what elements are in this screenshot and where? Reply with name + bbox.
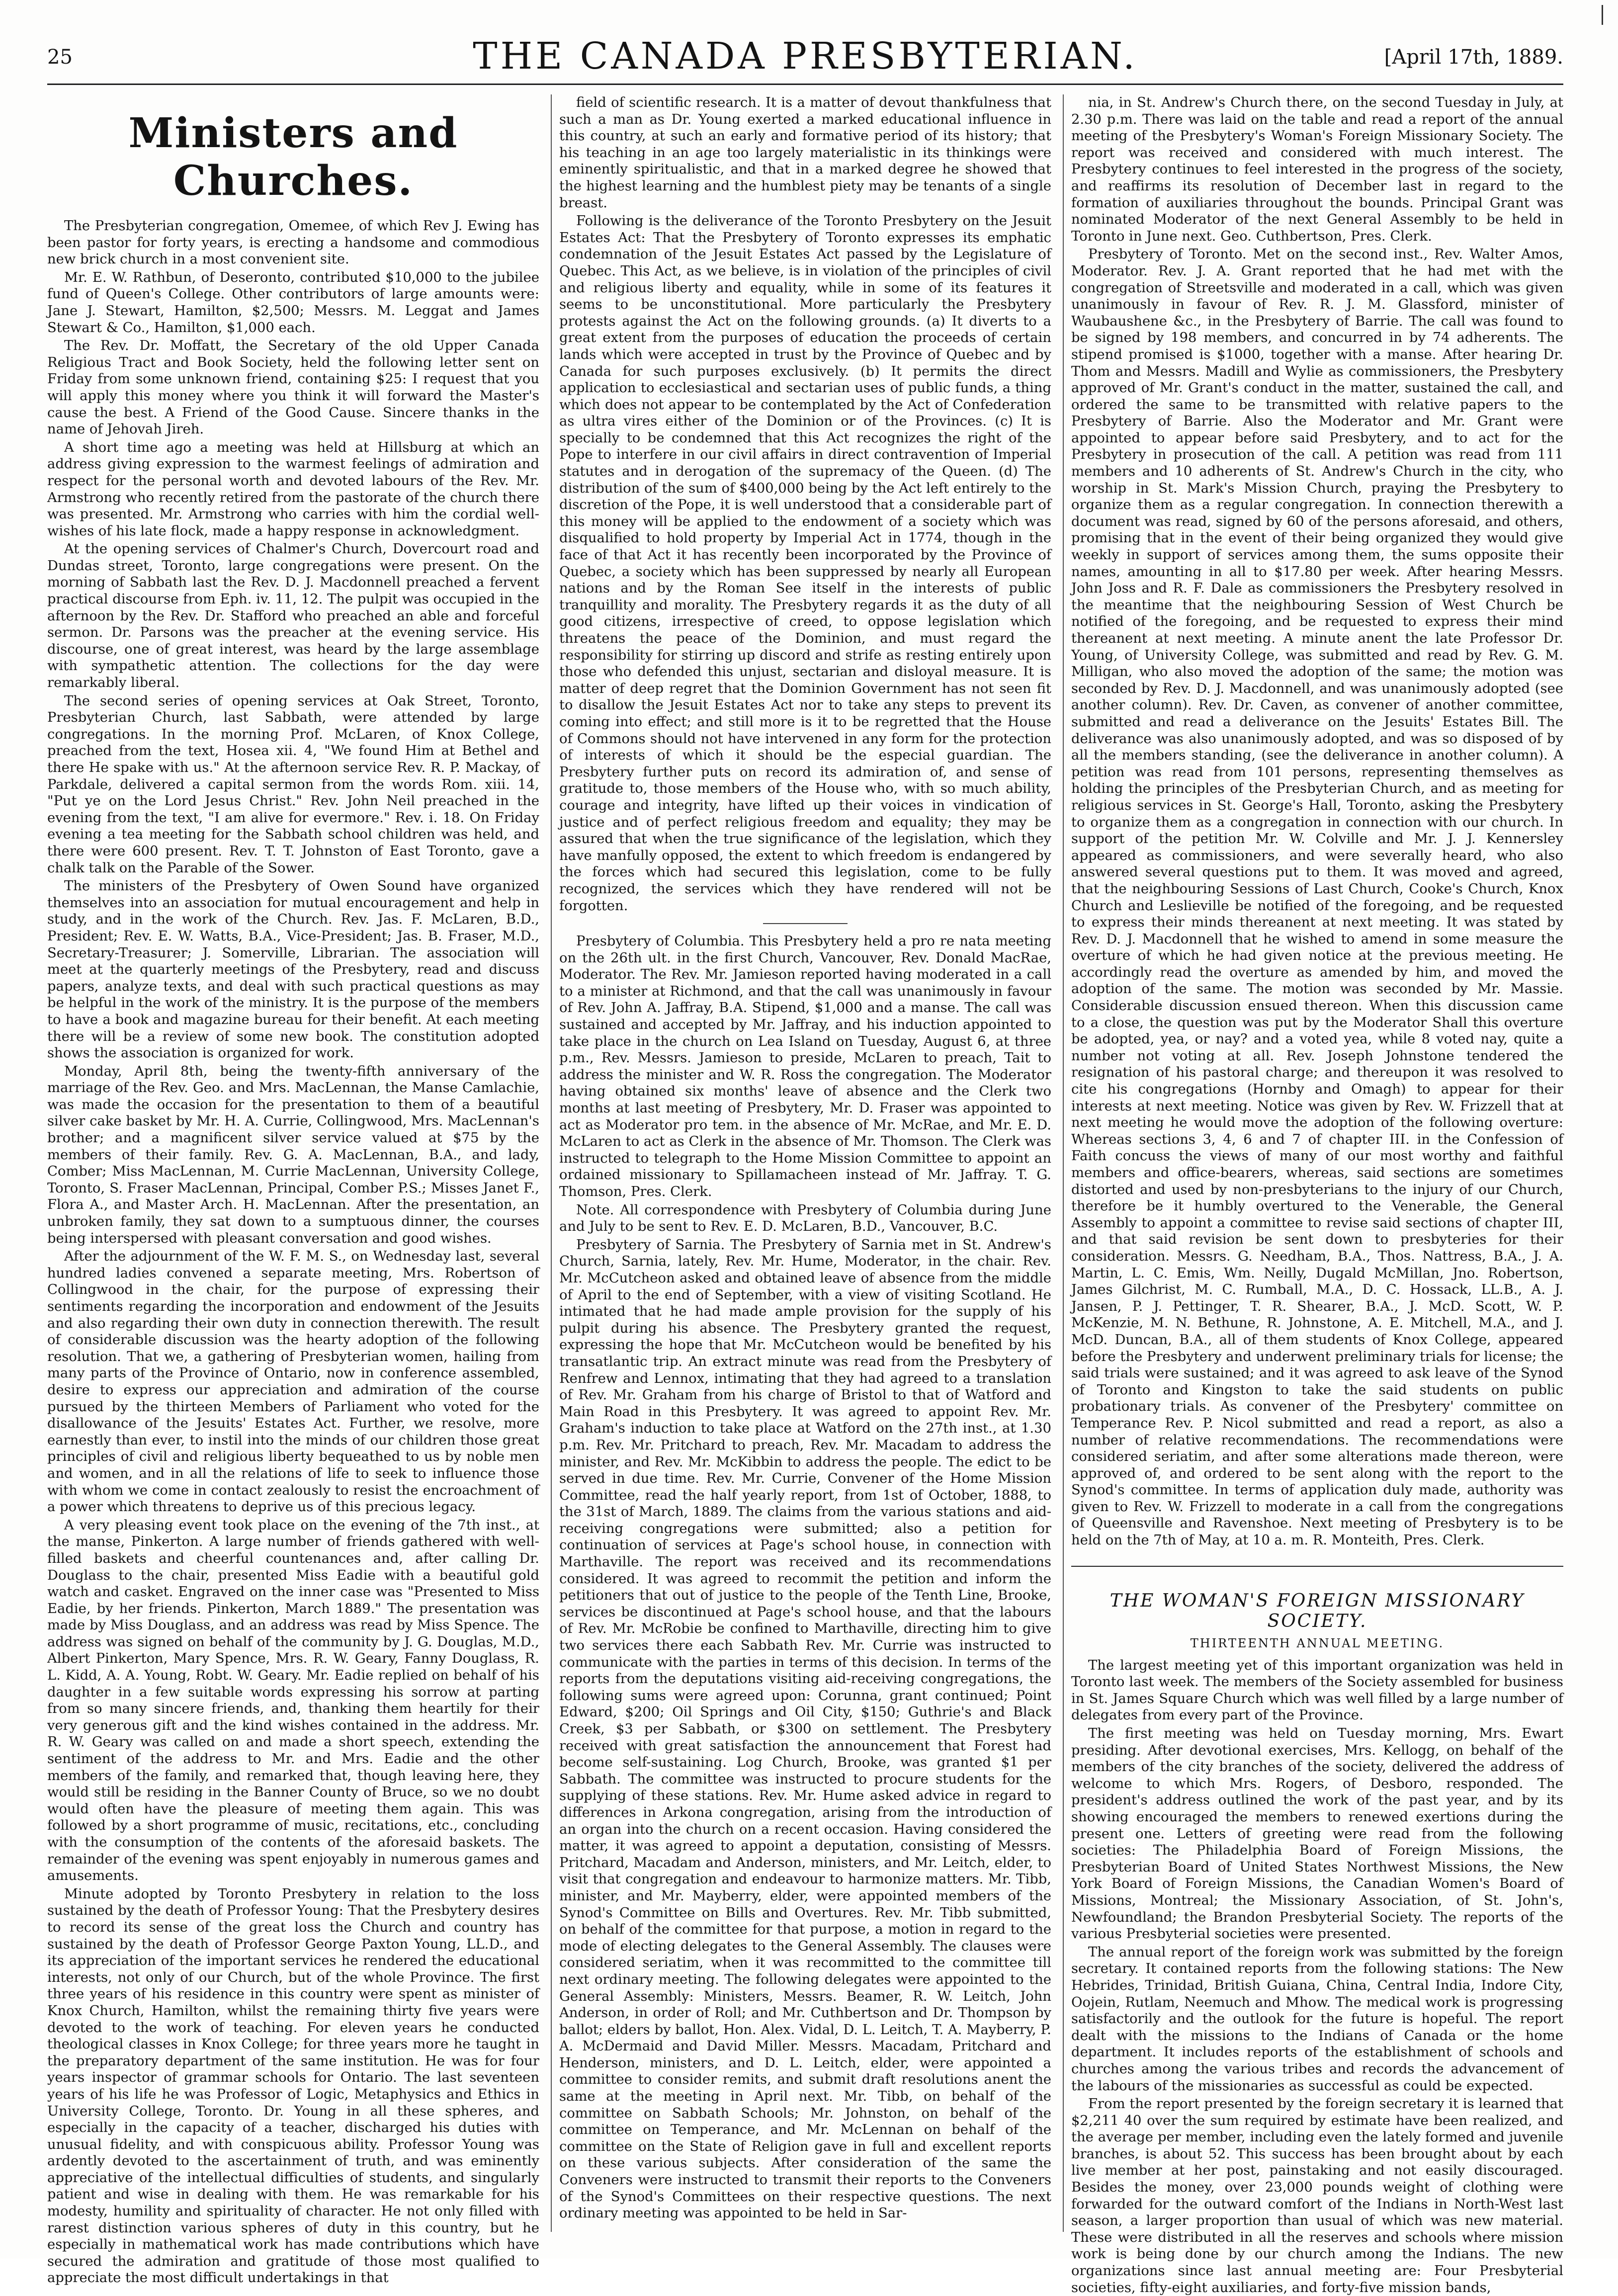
wfms-heading: THE WOMAN'S FOREIGN MISSIONARY SOCIETY. bbox=[1109, 1590, 1525, 1631]
column-rule-2 bbox=[1063, 94, 1064, 2232]
page-number: 25 bbox=[47, 46, 73, 69]
article-paragraph: Note. All correspondence with Presbytery of Columbia during June and July to be sent to Rev. E. D. McLaren, B.D., Vancouver, B.C. bbox=[559, 1202, 1051, 1235]
article-paragraph: The second series of opening services at Oak Street, Toronto, Presbyterian Church, last Sabbath, were attended by large congregations. In the morning Prof. McLaren, of Knox College, preached from the text, Hosea xii. 4, "We found Him at Bethel and there He spake with us." At the afternoon service Rev. R. P. Mackay, of Parkdale, delivered a capital sermon from the words Rom. xiii. 14, "Put ye on the Lord Jesus Christ." Rev. John Neil preached in the evening from the text, "I am alive for evermore." Rev. i. 18. On Friday evening a tea meeting for the Sabbath school children was held, and there were 600 present. Rev. T. T. Johnston of East Toronto, gave a chalk talk on the Parable of the Sower. bbox=[47, 693, 539, 876]
article-paragraph: The ministers of the Presbytery of Owen Sound have organized themselves into an association for mutual encouragement and help in study, and in the work of the Church. Rev. Jas. F. McLaren, B.D., President; Rev. E. W. Watts, B.A., Vice-President; Jas. B. Fraser, M.D., Secretary-Treasurer; J. Somerville, Librarian. The association will meet at the quarterly meetings of the Presbytery, read and discuss papers, analyze texts, and deal with such practical questions as may be helpful in the work of the ministry. It is the purpose of the members to have a book and magazine bureau for their benefit. At each meeting there will be a review of some new book. The constitution adopted shows the association is organized for work. bbox=[47, 878, 539, 1061]
article-paragraph: The Presbyterian congregation, Omemee, of which Rev J. Ewing has been pastor for forty years, is erecting a handsome and commodious new brick church in a most convenient site. bbox=[47, 218, 539, 267]
article-paragraph: Following is the deliverance of the Toronto Presbytery on the Jesuit Estates Act: That the Presbytery of Toronto expresses its emphatic condemnation of the Jesuit Estates Act passed by the Legislature of Quebec. This Act, as we believe, is in violation of the principles of civil and religious liberty and equality, while in some of its features it seems to be unconstitutional. More particularly the Presbytery protests against the Act on the following grounds. (a) It diverts to a great extent from the purposes of education the proceeds of certain lands which were accepted in trust by the Province of Quebec and by Canada for such purposes exclusively. (b) It permits the direct application to ecclesiastical and sectarian uses of public funds, a thing which does not appear to be contemplated by the Act of Confederation as ultra vires either of the Dominion or of the Provinces. (c) It is specially to be condemned that this Act recognizes the right of the Pope to interfere in our civil affairs in direct contravention of Imperial statutes and in derogation of the supremacy of the Queen. (d) The distribution of the sum of $400,000 being by the Act left entirely to the discretion of the Pope, it is well understood that a considerable part of this money will be applied to the endowment of a society which was disqualified to hold property by Imperial Act in 1774, though in the face of that Act it has recently been incorporated by the Province of Quebec, a society which has been suppressed by nearly all European nations and by the Roman See itself in the interests of public tranquillity and morality. The Presbytery regards it as the duty of all good citizens, irrespective of creed, to oppose legislation which threatens the peace of the Dominion, and must regard the responsibility for stirring up discord and strife as resting entirely upon those who defended this unjust, sectarian and disloyal measure. It is matter of deep regret that the Dominion Government has not seen fit to disallow the Jesuit Estates Act nor to take any steps to prevent its coming into effect; and still more is it to be regretted that the House of Commons should not have intervened in any form for the protection of interests of which it should be the especial guardian. The Presbytery further puts on record its admiration of, and sense of gratitude to, those members of the House who, with so much ability, courage and integrity, have lifted up their voices in vindication of justice and of perfect religious freedom and equality; they may be assured that when the true significance of the legislation, which they have manfully opposed, the extent to which freedom is endangered by the forces which had secured this legislation, come to be fully recognized, the services which they have rendered will not be forgotten. bbox=[559, 213, 1051, 914]
article-paragraph: Presbytery of Sarnia. The Presbytery of Sarnia met in St. Andrew's Church, Sarnia, lately, Rev. Mr. Hume, Moderator, in the chair. Rev. Mr. McCutcheon asked and obtained leave of absence from the middle of April to the end of September, with a view of visiting Scotland. He intimated that he had made ample provision for the supply of his pulpit during his absence. The Presbytery granted the request, expressing the hope that Mr. McCutcheon would be benefited by his transatlantic trip. An extract minute was read from the Presbytery of Renfrew and Lennox, intimating that they had agreed to a translation of Rev. Mr. Graham from his charge of Bristol to that of Watford and Main Road in this Presbytery. It was agreed to appoint Rev. Mr. Graham's induction to take place at Watford on the 27th inst., at 1.30 p.m. Rev. Mr. Pritchard to preach, Rev. Mr. Macadam to address the minister, and Rev. Mr. McKibbin to address the people. The edict to be served in due time. Rev. Mr. Currie, Convener of the Home Mission Committee, read the half yearly report, from 1st of October, 1888, to the 31st of March, 1889. The claims from the various stations and aid-receiving congregations were submitted; also a petition for continuation of services at Page's school house, in connection with Marthaville. The report was received and its recommendations considered. It was agreed to recommit the petition and inform the petitioners that out of justice to the people of the Tenth Line, Brooke, services be discontinued at Page's school house, and that the labours of Rev. Mr. McRobie be confined to Marthaville, directing him to give two services there each Sabbath Rev. Mr. Currie was instructed to communicate with the parties in terms of this decision. In terms of the reports from the deputations visiting aid-receiving congregations, the following sums were agreed upon: Corunna, grant continued; Point Edward, $200; Oil Springs and Oil City, $150; Guthrie's and Black Creek, $3 per Sabbath, or $300 on settlement. The Presbytery received with great satisfaction the announcement that Forest had become self-sustaining. Log Church, Brooke, was granted $1 per Sabbath. The committee was instructed to procure students for the supplying of these stations. Rev. Mr. Hume asked advice in regard to differences in Arkona congregation, arising from the introduction of an organ into the church on a recent occasion. Having considered the matter, it was agreed to appoint a deputation, consisting of Messrs. Pritchard, Macadam and Anderson, ministers, and Mr. Leitch, elder, to visit that congregation and endeavour to harmonize matters. Mr. Tibb, minister, and Mr. Mayberry, elder, were appointed members of the Synod's Committee on Bills and Overtures. Rev. Mr. Tibb submitted, on behalf of the committee for that purpose, a motion in regard to the mode of electing delegates to the General Assembly. The clauses were considered seriatim, when it was recommitted to the committee till next ordinary meeting. The following delegates were appointed to the General Assembly: Ministers, Messrs. Beamer, R. W. Leitch, John Anderson, in order of Roll; and Mr. Cuthbertson and Dr. Thompson by ballot; elders by ballot, Hon. Alex. Vidal, D. L. Leitch, T. A. Mayberry, P. A. McDermaid and David Miller. Messrs. Macadam, Pritchard and Henderson, ministers, and D. L. Leitch, elder, were appointed a committee to consider remits, and submit draft resolutions anent the same at the meeting in April next. Mr. Tibb, on behalf of the committee on Sabbath Schools; Mr. Johnston, on behalf of the committee on Temperance, and Mr. McLennan on behalf of the committee on the State of Religion gave in full and excellent reports on these various subjects. After consideration of the same the Conveners were instructed to transmit their reports to the Conveners of the Synod's Committees on their respective questions. The next ordinary meeting was appointed to be held in Sar- bbox=[559, 1237, 1051, 2221]
article-paragraph: nia, in St. Andrew's Church there, on the second Tuesday in July, at 2.30 p.m. There was laid on the table and read a report of the annual meeting of the Presbytery's Woman's Foreign Missionary Society. The report was received and considered with much interest. The Presbytery continues to feel interested in the progress of the society, and reaffirms its resolution of December last in regard to the formation of auxiliaries throughout the bounds. Principal Grant was nominated Moderator of the next General Assembly to be held in Toronto in June next. Geo. Cuthbertson, Pres. Clerk. bbox=[1071, 95, 1563, 244]
article-paragraph: Monday, April 8th, being the twenty-fifth anniversary of the marriage of the Rev. Geo. and Mrs. MacLennan, the Manse Camlachie, was made the occasion for the presentation to them of a beautiful silver cake basket by Mr. H. A. Currie, Collingwood, Mrs. MacLennan's brother; and a magnificent silver service valued at $75 by the members of their family. Rev. G. A. MacLennan, B.A., and lady, Comber; Miss MacLennan, M. Currie MacLennan, University College, Toronto, S. Fraser MacLennan, Principal, Comber P.S.; Misses Janet F., Flora A., and Master Arch. H. MacLennan. After the presentation, an unbroken family, they sat down to a sumptuous dinner, the courses being interspersed with pleasant conversation and good wishes. bbox=[47, 1063, 539, 1246]
article-paragraph: After the adjournment of the W. F. M. S., on Wednesday last, several hundred ladies convened a separate meeting, Mrs. Robertson of Collingwood in the chair, for the purpose of expressing their sentiments regarding the incorporation and endowment of the Jesuits and also regarding their own duty in connection therewith. The result of considerable discussion was the hearty adoption of the following resolution. That we, a gathering of Presbyterian women, hailing from many parts of the Province of Ontario, now in conference assembled, desire to express our appreciation and admiration of the course pursued by the thirteen Members of Parliament who voted for the disallowance of the Jesuits' Estates Act. Further, we resolve, more earnestly than ever, to instil into the minds of our children those great principles of civil and religious liberty bequeathed to us by noble men and women, and in all the relations of life to seek to influence those with whom we come in contact zealously to resist the encroachment of a power which threatens to deprive us of this precious legacy. bbox=[47, 1249, 539, 1515]
column-rule-1 bbox=[551, 94, 552, 2232]
column-3-bottom-paragraphs bbox=[1071, 1657, 1563, 2296]
article-paragraph: The Rev. Dr. Moffatt, the Secretary of the old Upper Canada Religious Tract and Book Society, held the following letter sent on Friday from some unknown friend, containing $25: I request that you will apply this money where you think it will forward the Master's cause the best. A Friend of the Good Cause. Sincere thanks in the name of Jehovah Jireh. bbox=[47, 338, 539, 437]
article-paragraph: Minute adopted by Toronto Presbytery in relation to the loss sustained by the death of Professor Young: That the Presbytery desires to record its sense of the great loss the Church and country has sustained by the death of Professor George Paxton Young, LL.D., and its appreciation of the important services he rendered the educational interests, not only of our Church, but of the whole Province. The first three years of his residence in this country were spent as minister of Knox Church, Hamilton, whilst the remaining thirty five years were devoted to the work of teaching. For eleven years he conducted theological classes in Knox College; for three years more he taught in the preparatory department of the same institution. He was for four years inspector of grammar schools for Ontario. The last seventeen years of his life he was Professor of Logic, Metaphysics and Ethics in University College, Toronto. Dr. Young in all these spheres, and especially in the capacity of a teacher, discharged his duties with unusual fidelity, and with conspicuous ability. Professor Young was ardently devoted to the ascertainment of truth, and was eminently appreciative of the intellectual difficulties of students, and singularly patient and wise in dealing with them. He was remarkable for his modesty, humility and spirituality of character. He not only filled with rarest distinction various spheres of duty in this country, but he especially in mathematical work has made contributions which have secured the admiration and gratitude of those most qualified to appreciate the most difficult undertakings in that bbox=[47, 1886, 539, 2286]
wfms-subtitle: THIRTEENTH ANNUAL MEETING. bbox=[1190, 1636, 1445, 1650]
article-paragraph: The annual report of the foreign work was submitted by the foreign secretary. It contained reports from the following stations: The New Hebrides, Trinidad, British Guiana, China, Central India, Indore City, Oojein, Rutlam, Neemuch and Mhow. The medical work is progressing satisfactorily and the outlook for the future is hopeful. The report dealt with the missions to the Indians of Canada or the home department. It includes reports of the establishment of schools and churches among the various tribes and records the advancement of the labours of the missionaries as successful as could be expected. bbox=[1071, 1944, 1563, 2094]
column-2-bottom-paragraphs bbox=[559, 933, 1051, 2222]
page-header bbox=[47, 35, 1563, 80]
section-heading: Ministers and Churches. bbox=[128, 109, 458, 205]
column-3-top-paragraphs bbox=[1071, 94, 1563, 1549]
article-paragraph: field of scientific research. It is a matter of devout thankfulness that such a man as Dr. Young exerted a marked educational influence in this country, at such an early and formative period of its history; that his teaching in an age too largely materialistic in its thinkings were eminently spiritualistic, and that in a marked degree he showed that the highest learning and the humblest piety may be tenants of a single breast. bbox=[559, 95, 1051, 211]
subheading-rule bbox=[1071, 1566, 1563, 1567]
masthead-title: THE CANADA PRESBYTERIAN. bbox=[473, 35, 1138, 78]
article-paragraph: A very pleasing event took place on the evening of the 7th inst., at the manse, Pinkerton. A large number of friends gathered with well-filled baskets and cheerful countenances and, after calling Dr. Douglass to the chair, presented Miss Eadie with a beautiful gold watch and casket. Engraved on the inner case was "Presented to Miss Eadie, by her friends. Pinkerton, March 1889." The presentation was made by Miss Douglass, and an address was read by Miss Spence. The address was signed on behalf of the community by J. G. Douglas, M.D., Albert Pinkerton, Mary Spence, Mrs. R. W. Geary, Fanny Douglass, R. L. Kidd, A. A. Young, Robt. W. Geary. Mr. Eadie replied on behalf of his daughter in a few suitable words expressing his sorrow at parting from so many sincere friends, and, thanking them heartily for their very generous gift and the kind wishes contained in the address. Mr. R. W. Geary was called on and made a short speech, extending the sentiment of the address to Mr. and Mrs. Eadie and the other members of the family, and remarked that, though leaving here, they would still be residing in the Banner County of Bruce, so we no doubt would often have the pleasure of meeting them again. This was followed by a short programme of music, recitations, etc., concluding with the consumption of the contents of the aforesaid baskets. The remainder of the evening was spent enjoyably in numerous games and amusements. bbox=[47, 1517, 539, 1884]
column-1 bbox=[47, 94, 539, 2286]
column-2-top-paragraphs bbox=[559, 94, 1051, 914]
section-divider bbox=[763, 923, 848, 924]
article-paragraph: Mr. E. W. Rathbun, of Deseronto, contributed $10,000 to the jubilee fund of Queen's College. Other contributors of large amounts were: Jane J. Stewart, Hamilton, $2,500; Messrs. M. Leggat and James Stewart & Co., Hamilton, $1,000 each. bbox=[47, 269, 539, 336]
scan-edge-mark bbox=[1602, 5, 1603, 25]
column-3 bbox=[1071, 94, 1563, 2296]
article-paragraph: The largest meeting yet of this important organization was held in Toronto last week. The members of the Society assembled for business in St. James Square Church which was well filled by a large number of delegates from every part of the Province. bbox=[1071, 1657, 1563, 1723]
column-2 bbox=[559, 94, 1051, 2232]
issue-date: [April 17th, 1889. bbox=[1384, 46, 1563, 69]
column-1-paragraphs bbox=[47, 218, 539, 2287]
article-paragraph: At the opening services of Chalmer's Church, Dovercourt road and Dundas street, Toronto, large congregations were present. On the morning of Sabbath last the Rev. D. J. Macdonnell preached a fervent practical discourse from Eph. iv. 11, 12. The pulpit was occupied in the afternoon by the Rev. Dr. Stafford who preached an able and forceful sermon. Dr. Parsons was the preacher at the evening service. His discourse, one of great interest, was heard by the large assemblage with sympathetic attention. The collections for the day were remarkably liberal. bbox=[47, 541, 539, 691]
article-paragraph: The first meeting was held on Tuesday morning, Mrs. Ewart presiding. After devotional exercises, Mrs. Kellogg, on behalf of the members of the city branches of the society, delivered the address of welcome to which Mrs. Rogers, of Desboro, responded. The president's address outlined the work of the past year, and by its showing encouraged the members to renewed exertions during the present one. Letters of greeting were read from the following societies: The Philadelphia Board of Foreign Missions, the Presbyterian Board of United States Northwest Missions, the New York Board of Foreign Missions, the Canadian Women's Board of Missions, Montreal; the Missionary Association, of St. John's, Newfoundland; the Brandon Presbyterial Society. The reports of the various Presbyterial societies were presented. bbox=[1071, 1726, 1563, 1942]
header-rule bbox=[47, 84, 1563, 85]
article-paragraph: Presbytery of Columbia. This Presbytery held a pro re nata meeting on the 26th ult. in the first Church, Vancouver, Rev. Donald MacRae, Moderator. The Rev. Mr. Jamieson reported having moderated in a call to a minister at Richmond, and that the call was unanimously in favour of Rev. John A. Jaffray, B.A. Stipend, $1,000 and a manse. The call was sustained and accepted by Mr. Jaffray, and his induction appointed to take place in the church on Lea Island on Tuesday, August 6, at three p.m., Rev. Messrs. Jamieson to preside, McLaren to preach, Tait to address the minister and W. R. Ross the congregation. The Moderator having obtained six months' leave of absence and the Clerk two months at last meeting of Presbytery, Mr. D. Fraser was appointed to act as Moderator pro tem. in the absence of Mr. McRae, and Mr. E. D. McLaren to act as Clerk in the absence of Mr. Thomson. The Clerk was instructed to telegraph to the Home Mission Committee to appoint an ordained missionary to Spillamacheen instead of Mr. Jaffray. T. G. Thomson, Pres. Clerk. bbox=[559, 934, 1051, 1199]
article-paragraph: Presbytery of Toronto. Met on the second inst., Rev. Walter Amos, Moderator. Rev. J. A. Grant reported that he had met with the congregation of Streetsville and moderated in a call, which was given unanimously in favour of Rev. R. J. M. Glassford, minister of Waubaushene &c., in the Presbytery of Barrie. The call was found to be signed by 198 members, and concurred in by 74 adherents. The stipend promised is $1000, together with a manse. After hearing Dr. Thom and Messrs. Madill and Wylie as commissioners, the Presbytery approved of Mr. Grant's conduct in the matter, sustained the call, and ordered the same to be transmitted with relative papers to the Presbytery of Barrie. Also the Moderator and Mr. Grant were appointed to appear before said Presbytery, and to act for the Presbytery in prosecution of the call. A petition was read from 111 members and 10 adherents of St. Andrew's Church in the city, who worship in St. Mark's Mission Church, praying the Presbytery to organize them as a regular congregation. In connection therewith a document was read, signed by 60 of the persons aforesaid, and others, promising that in the event of their being organized they would give weekly in support of services among them, the sums opposite their names, amounting in all to $17.80 per week. After hearing Messrs. John Joss and R. F. Dale as commissioners the Presbytery resolved in the meantime that the neighbouring Session of West Church be notified of the foregoing, and be requested to express their mind thereanent at next meeting. A minute anent the late Professor Dr. Young, of University College, was submitted and read by Rev. G. M. Milligan, who also moved the adoption of the same; the motion was seconded by Rev. D. J. Macdonnell, and was unanimously adopted (see another column). Rev. Dr. Caven, as convener of another committee, submitted and read a deliverance on the Jesuits' Estates Bill. The deliverance was also unanimously adopted, and was so disposed of by all the members standing, (see the deliverance in another column). A petition was read from 101 persons, representing themselves as holding the principles of the Presbyterian Church, and as meeting for religious services in St. George's Hall, Toronto, asking the Presbytery to organize them as a congregation in connection with our church. In support of the petition Mr. W. Colville and Mr. J. J. Kennersley appeared as commissioners, and were severally heard, who also answered several questions put to them. It was moved and agreed, that the neighbouring Sessions of Last Church, Cooke's Church, Knox Church and Leslieville be notified of the foregoing, and be requested to express their minds thereanent at next meeting. It was stated by Rev. D. J. Macdonnell that he wished to amend in some measure the overture of which he had given notice at the previous meeting. He accordingly read the overture as amended by him, and moved the adoption of the same. The motion was seconded by Mr. Massie. Considerable discussion ensued thereon. When this discussion came to a close, the question was put by the Moderator Shall this overture be adopted, yea, or nay? and a voted yea, while 8 voted nay, quite a number not voting at all. Rev. Joseph Johnstone tendered the resignation of his pastoral charge; and thereupon it was resolved to cite his congregations (Hornby and Omagh) to appear for their interests at next meeting. Notice was given by Rev. W. Frizzell that at next meeting he would move the adoption of the following overture: Whereas sections 3, 4, 6 and 7 of chapter III. in the Confession of Faith concuss the views of many of our most worthy and faithful members and office-bearers, whereas, said sections are sometimes distorted and used by non-presbyterians to the injury of our Church, therefore be it humbly overtured to the Venerable, the General Assembly to appoint a committee to revise said sections of chapter III, and that said revision be sent down to presbyteries for their consideration. Messrs. G. Needham, B.A., Thos. Nattress, B.A., J. A. Martin, L. C. Emis, Wm. Neilly, Dugald McMillan, Jno. Robertson, James Gilchrist, M. C. Rumball, M.A., D. C. Hossack, LL.B., A. J. Jansen, P. J. Pettinger, T. R. Shearer, B.A., J. McD. Scott, W. P. McKenzie, M. N. Bethune, R. Johnstone, A. E. Mitchell, M.A., and J. McD. Duncan, B.A., all of them students of Knox College, appeared before the Presbytery and underwent preliminary trials for license; the said trials were sustained; and it was agreed to ask leave of the Synod of Toronto and Kingston to take the said students on public probationary trials. As convener of the Presbytery' committee on Temperance Rev. P. Nicol submitted and read a report, as also a number of relative recommendations. The recommendations were considered seriatim, and after some alterations made thereon, were approved of, and ordered to be sent along with the report to the Synod's committee. In terms of application duly made, authority was given to Rev. W. Frizzell to moderate in a call from the congregations of Queensville and Ravenshoe. Next meeting of Presbytery is to be held on the 7th of May, at 10 a. m. R. Monteith, Pres. Clerk. bbox=[1071, 247, 1563, 1548]
article-paragraph: From the report presented by the foreign secretary it is learned that $2,211 40 over the sum required by estimate have been realized, and the average per member, including even the lately formed and juvenile branches, is about 52. This success has been brought about by each live member at her post, painstaking and not easily discouraged. Besides the money, over 23,000 pounds weight of clothing were forwarded for the outward comfort of the Indians in North-West last season, a larger proportion than usual of which was new material. These were distributed in all the reserves and schools where mission work is being done by our church among the Indians. The new organizations since last annual meeting are: Four Presbyterial societies, fifty-eight auxiliaries, and forty-five mission bands, bbox=[1071, 2096, 1563, 2296]
article-paragraph: A short time ago a meeting was held at Hillsburg at which an address giving expression to the warmest feelings of admiration and respect for the personal worth and devoted labours of the Rev. Mr. Armstrong who recently retired from the pastorate of the church there was presented. Mr. Armstrong who carries with him the cordial well-wishes of his late flock, made a happy response in acknowledgment. bbox=[47, 439, 539, 539]
